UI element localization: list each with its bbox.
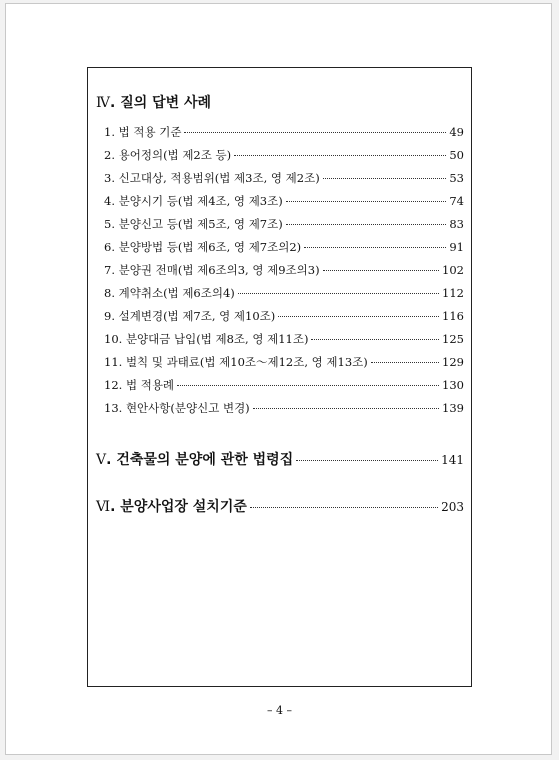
- toc-item-label: 3. 신고대상, 적용범위(법 제3조, 영 제2조): [104, 171, 320, 185]
- dot-leader: [177, 385, 439, 386]
- toc-item[interactable]: [104, 262, 464, 285]
- toc-item-label: 4. 분양시기 등(법 제4조, 영 제3조): [104, 194, 283, 208]
- toc-item[interactable]: [104, 216, 464, 239]
- toc-item-label: 11. 벌칙 및 과태료(법 제10조～제12조, 영 제13조): [104, 355, 368, 369]
- toc-item-label: 12. 법 적용례: [104, 378, 175, 392]
- toc-item[interactable]: [104, 124, 464, 147]
- toc-item-page: 116: [442, 309, 464, 323]
- toc-item-page: 83: [449, 217, 464, 231]
- page-number: – 4 –: [267, 704, 292, 717]
- dot-leader: [286, 201, 447, 202]
- section-5-heading: [96, 449, 293, 469]
- toc-item[interactable]: [104, 239, 464, 262]
- toc-list: [104, 124, 464, 423]
- toc-item-page: 50: [449, 148, 464, 162]
- toc-item-label: 7. 분양권 전매(법 제6조의3, 영 제9조의3): [104, 263, 320, 277]
- dot-leader: [323, 270, 439, 271]
- toc-item[interactable]: [104, 193, 464, 216]
- toc-item[interactable]: [104, 147, 464, 170]
- toc-item-page: 112: [442, 286, 464, 300]
- toc-item-page: 53: [449, 171, 464, 185]
- dot-leader: [371, 362, 439, 363]
- toc-item-page: 102: [442, 263, 464, 277]
- toc-item-label: 9. 설계변경(법 제7조, 영 제10조): [104, 309, 276, 323]
- toc-item-page: 74: [449, 194, 464, 208]
- toc-item-label: 10. 분양대금 납입(법 제8조, 영 제11조): [104, 332, 309, 346]
- dot-leader: [253, 408, 439, 409]
- section-4-heading: [96, 92, 211, 112]
- toc-item[interactable]: [104, 170, 464, 193]
- toc-item-label: 1. 법 적용 기준: [104, 125, 182, 139]
- dot-leader: [286, 224, 447, 225]
- toc-item[interactable]: [104, 377, 464, 400]
- toc-item[interactable]: [104, 400, 464, 423]
- toc-item-page: 130: [442, 378, 464, 392]
- toc-item[interactable]: [104, 331, 464, 354]
- section-6-entry[interactable]: [96, 496, 464, 516]
- section-5-numeral: Ⅴ: [96, 452, 107, 468]
- section-5-entry[interactable]: [96, 449, 464, 469]
- section-6-numeral: Ⅵ: [96, 499, 111, 515]
- toc-item-page: 129: [442, 355, 464, 369]
- dot-leader: [278, 316, 439, 317]
- section-6-page: 203: [441, 500, 464, 514]
- toc-item-page: 139: [442, 401, 464, 415]
- section-5-page: 141: [441, 453, 464, 467]
- toc-item[interactable]: [104, 285, 464, 308]
- toc-item[interactable]: [104, 308, 464, 331]
- dot-leader: [238, 293, 439, 294]
- toc-item-label: 13. 현안사항(분양신고 변경): [104, 401, 250, 415]
- section-6-title: . 분양사업장 설치기준: [110, 499, 247, 515]
- toc-item-label: 8. 계약취소(법 제6조의4): [104, 286, 235, 300]
- dot-leader: [323, 178, 447, 179]
- toc-item[interactable]: [104, 354, 464, 377]
- section-4-numeral: Ⅳ: [96, 95, 110, 111]
- dot-leader: [234, 155, 446, 156]
- dot-leader: [296, 460, 438, 461]
- toc-item-label: 5. 분양신고 등(법 제5조, 영 제7조): [104, 217, 283, 231]
- dot-leader: [311, 339, 439, 340]
- toc-item-page: 91: [449, 240, 464, 254]
- section-6-heading: [96, 496, 247, 516]
- section-5-title: . 건축물의 분양에 관한 법령집: [106, 452, 294, 468]
- toc-item-page: 49: [449, 125, 464, 139]
- toc-item-label: 2. 용어정의(법 제2조 등): [104, 148, 232, 162]
- toc-item-page: 125: [442, 332, 464, 346]
- dot-leader: [250, 507, 438, 508]
- toc-item-label: 6. 분양방법 등(법 제6조, 영 제7조의2): [104, 240, 302, 254]
- dot-leader: [304, 247, 446, 248]
- dot-leader: [184, 132, 446, 133]
- section-4-title: . 질의 답변 사례: [110, 95, 212, 111]
